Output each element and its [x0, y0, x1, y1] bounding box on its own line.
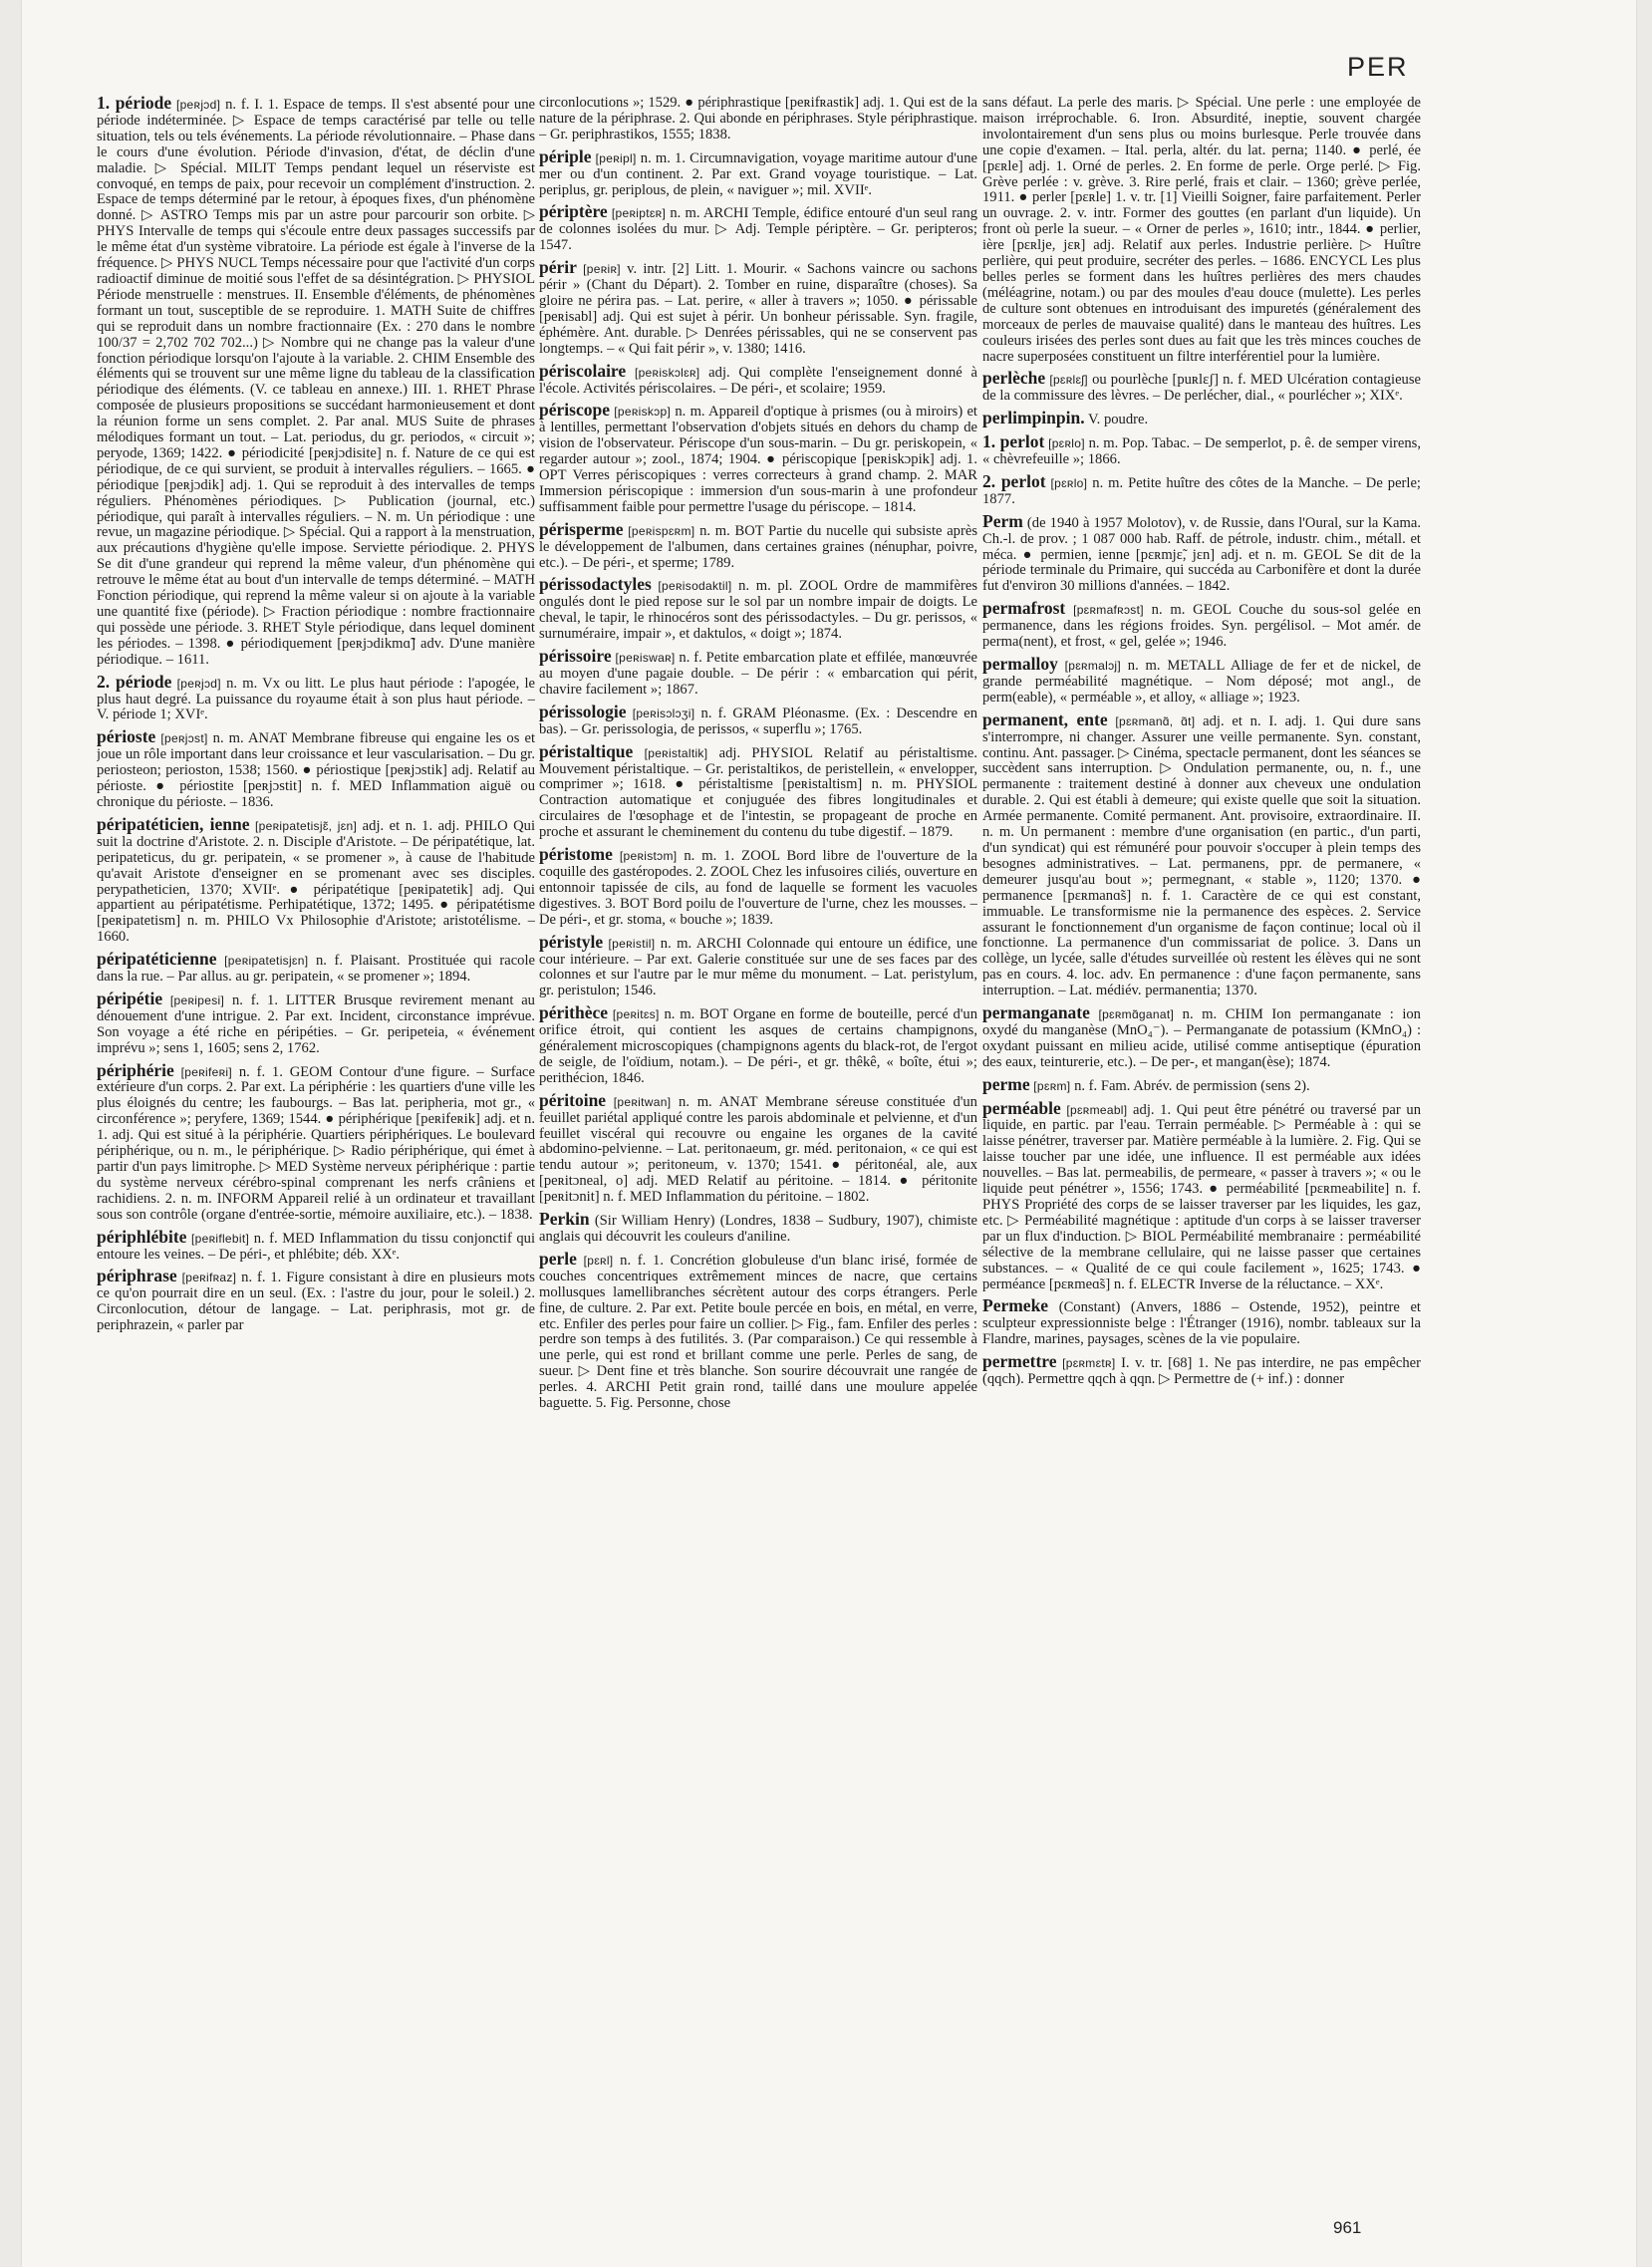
dictionary-entry: [539, 145, 977, 199]
dictionary-entry: [97, 671, 535, 724]
definition-text: n. m. 1. Circumnavigation, voyage maritime autour d'une mer ou d'un continent. 2. Par ext. Grand voyage touristique. – Lat. periplus, gr. periplous, de plein, « naviguer »; mil. XVIIᵉ.: [539, 149, 977, 198]
headword: permettre: [982, 1351, 1057, 1372]
definition-text: n. m. BOT Organe en forme de bouteille, percé d'un orifice étroit, qui contient les asques de certains champignons, généralement microscopiques (champignons agents du black-rot, de l'ergot de seigle, de l'oïdium, notam.). – De péri-, et gr. thêkê, « boîte, étui »; perithécion, 1846.: [539, 1006, 977, 1086]
definition-text: n. f. 1. Concrétion globuleuse d'un blanc irisé, formée de couches concentriques extrêmement minces de nacre, que certains mollusques lamellibranches sécrètent autour des corps étrangers. Perle fine, de culture. 2. Par ext. Petite boule percée en bois, en métal, en verre, etc. Enfiler des perles pour faire un collier. ▷ Fig., fam. Enfiler des perles : perdre son temps à des futilités. 3. (Par comparaison.) Ce qui ressemble à une perle, qui est rond et brillant comme une perle. Perles de sang, de sueur. ▷ Dent fine et très blanche. Son sourire découvrait une rangée de perles. 4. ARCHI Petit grain rond, taillé dans une moulure appelée baguette. 5. Fig. Personne, chose: [539, 1252, 977, 1412]
pronunciation: [pɛʀmɛtʀ]: [1062, 1356, 1116, 1371]
dictionary-entry: [982, 96, 1421, 365]
definition-text: sans défaut. La perle des maris. ▷ Spécial. Une perle : une employée de maison irréprochable. 6. Iron. Absurdité, ineptie, souvent chargée involontairement d'un sens plus ou moins burlesque. Perle trouvée dans une copie d'examen. – Ital. perla, altér. du lat. perna; 1140. ● perlé, ée [pɛʀle] adj. 1. Orné de perles. 2. En forme de perle. Orge perlé. ▷ Fig. Grève perlée : v. grève. 3. Rire perlé, frais et clair. – 1360; grève perlée, 1911. ● perler [pɛʀle] 1. v. tr. [1] Vieilli Soigner, faire parfaitement. Perler un ouvrage. 2. v. intr. Former des gouttes (en parlant d'un liquide). Un front où perle la sueur. – « Orner de perles », 1610; intr., 1844. ● perlier, ière [pɛʀlje, jɛʀ] adj. Relatif aux perles. Industrie perlière. ▷ Huître perlière, qui peut produire, secréter des perles. – 1686. ENCYCL Les plus belles perles se forment dans les huîtres perlières des mers chaudes (méléagrine, notam.) ou par des moules d'eau douce (mulette). Les perles de culture sont obtenues en introduisant des impuretés (généralement des morceaux de perles de mauvaise qualité) dans le manteau des huîtres. Les couleurs irisées des perles sont dues au fait que les très minces couches de nacre superposées constituent un filtre interférentiel pour la lumière.: [982, 96, 1421, 365]
headword: péristyle: [539, 931, 604, 952]
dictionary-entry: [982, 1295, 1421, 1348]
pronunciation: [peʀitwan]: [613, 1094, 672, 1109]
column-1: [97, 96, 535, 2208]
headword: péristaltique: [539, 740, 634, 761]
dictionary-entry: [539, 1089, 977, 1206]
pronunciation: [peʀipesi]: [169, 992, 225, 1007]
pronunciation: [peʀispɛʀm]: [628, 523, 695, 538]
dictionary-entry: [97, 1059, 535, 1224]
headword: Permeke: [982, 1295, 1049, 1316]
headword: Perm: [982, 510, 1023, 531]
dictionary-entry: [539, 740, 977, 841]
headword: permanganate: [982, 1002, 1090, 1023]
column-3: [982, 96, 1421, 2208]
pronunciation: [peʀisɔlɔʒi]: [632, 706, 695, 720]
dictionary-entry: [982, 1002, 1421, 1071]
headword: 1. période: [97, 96, 172, 113]
headword: périssodactyles: [539, 574, 652, 595]
dictionary-entry: [97, 1226, 535, 1264]
pronunciation: [pɛʀm]: [1033, 1078, 1071, 1093]
pronunciation: [pɛʀmalɔj]: [1064, 659, 1121, 673]
pronunciation: [peʀiʀ]: [583, 262, 621, 277]
definition-text: n. m. 1. ZOOL Bord libre de l'ouverture de la coquille des gastéropodes. 2. ZOOL Chez les infusoires ciliés, ouverture en entonnoir tapissée de cils, au fond de laquelle se forment les vacuoles digestives. 3. BOT Bord poilu de l'ouverture de l'urne, chez les mousses. – De péri-, et gr. stoma, « bouche »; 1839.: [539, 848, 977, 928]
definition-text: n. m. ANAT Membrane séreuse constituée d'un feuillet pariétal appliqué contre les parois abdominale et pelvienne, et d'un feuillet viscéral qui recouvre ou engaine les organes de la cavité abdomino-pelvienne. – Lat. peritonaeum, gr. méd. peritonaion, « ce qui est tendu autour »; peritoneum, v. 1370; 1541. ● péritonéal, ale, aux [peʀitɔneal, o] adj. MED Relatif au péritoine. – 1814. ● péritonite [peʀitɔnit] n. f. MED Inflammation du péritoine. – 1802.: [539, 1093, 977, 1206]
definition-text: circonlocutions »; 1529. ● périphrastique [peʀifʀastik] adj. 1. Qui est de la nature de la périphrase. 2. Qui abonde en périphrases. Style périphrastique. – Gr. periphrastikos, 1555; 1838.: [539, 96, 977, 142]
pronunciation: [peʀistaltik]: [644, 745, 708, 760]
definition-text: n. f. I. 1. Espace de temps. Il s'est absenté pour une période indéterminée. ▷ Espace de temps caractérisé par telle ou telle situation, tels ou tels événements. La période révolutionnaire. – Phase dans le cours d'une évolution. Période d'invasion, d'état, de déclin d'une maladie. ▷ Spécial. MILIT Temps pendant lequel un réserviste est convoqué, en temps de paix, pour recevoir un complément d'instruction. 2. Espace de temps déterminé par le retour, à époques fixes, d'un phénomène donné. ▷ ASTRO Temps mis par un astre pour parcourir son orbite. ▷ PHYS Intervalle de temps qui s'écoule entre deux passages successifs par le même état d'un système vibratoire. La période est égale à l'inverse de la fréquence. ▷ PHYS NUCL Temps nécessaire pour que l'activité d'un corps radioactif diminue de moitié sous l'effet de sa désintégration. ▷ PHYSIOL Période menstruelle : menstrues. II. Ensemble d'éléments, de phénomènes formant un tout, susceptible de se reproduire. 1. MATH Suite de chiffres qui se reproduit dans un nombre fractionnaire (Ex. : 270 dans le nombre 100/37 = 2,702 702 702...) ▷ Nombre qui ne change pas la valeur d'une fonction périodique lorsqu'on l'ajoute à la variable. 2. CHIM Ensemble des éléments qui se trouvent sur une même ligne du tableau de la classification périodique des éléments. (V. ce tableau en annexe.) III. 1. RHET Phrase composée de plusieurs propositions se succédant harmonieusement et dont la réunion forme un sens complet. 2. Par anal. MUS Suite de phrases mélodiques formant un tout. – Lat. periodus, du gr. periodos, « circuit »; peryode, 1369; 1422. ● périodicité [peʀjɔdisite] n. f. Nature de ce qui est périodique, de ce qui survient, se produit à intervalles réguliers. – 1665. ● périodique [peʀjɔdik] adj. 1. Qui se reproduit à des intervalles de temps réguliers. Phénomènes périodiques. ▷ Publication (journal, etc.) périodique, qui paraît à intervalles réguliers. – N. m. Un périodique : une revue, un magazine périodique. ▷ Spécial. Qui a rapport à la menstruation, aux précautions d'hygiène qu'elle impose. Serviette périodique. 2. PHYS Se dit d'une grandeur qui reprend la même valeur, d'un phénomène qui retrouve le même état au bout d'un intervalle de temps déterminé. – MATH Fonction périodique, qui reprend la même valeur si on ajoute à la variable une quantité fixe (période). ▷ Fraction périodique : nombre fractionnaire qui possède une période. 3. RHET Style périodique, dans lequel dominent les périodes. – 1398. ● périodiquement [peʀjɔdikmɑ̃] adv. D'une manière périodique. – 1611.: [97, 97, 535, 668]
headword: 1. perlot: [982, 431, 1045, 452]
headword: permanent, ente: [982, 708, 1108, 729]
pronunciation: [peʀistil]: [608, 936, 656, 951]
pronunciation: [peʀjɔd]: [176, 676, 221, 691]
definition-text: ou pourlèche [puʀlɛʃ] n. f. MED Ulcération contagieuse de la commissure des lèvres. – De perlécher, dial., « pourlécher »; XIXᵉ.: [982, 372, 1421, 405]
pronunciation: [peʀistɔm]: [619, 849, 678, 864]
definition-text: n. m. CHIM Ion permanganate : ion oxydé du manganèse (MnO₄⁻). – Permanganate de potassium (KMnO₄) : oxydant puissant en milieu acide, utilisé comme antiseptique (épuration des eaux, teinturerie, etc.). – De per-, et mangan(èse); 1874.: [982, 1006, 1421, 1070]
definition-text: n. m. pl. ZOOL Ordre de mammifères ongulés dont le pied repose sur le sol par un nombre impair de doigts. Le cheval, le tapir, le rhinocéros sont des périssodactyles. – Du gr. perissos, « surnuméraire, impair », et daktulos, « doigt »; 1874.: [539, 578, 977, 643]
headword: péristome: [539, 844, 613, 865]
definition-text: n. m. Vx ou litt. Le plus haut période : l'apogée, le plus haut degré. La puissance du royaume était à son plus haut période. – V. période 1; XVIᵉ.: [97, 675, 535, 723]
pronunciation: [pɛʀmanɑ̃, ɑ̃t]: [1115, 713, 1196, 728]
definition-text: n. m. BOT Partie du nucelle qui subsiste après le développement de l'albumen, dans certaines graines (nénuphar, poivre, etc.). – De péri-, et sperme; 1789.: [539, 522, 977, 571]
pronunciation: [peʀipatetisjɛn]: [224, 954, 309, 969]
pronunciation: [pɛʀmɑ̃ganat]: [1098, 1007, 1175, 1022]
definition-text: n. f. 1. Figure consistant à dire en plusieurs mots ce qu'on pourrait dire en un seul. (Ex. : l'astre du jour, pour le soleil.) 2. Circonlocution, détour de langage. – Lat. periphrasis, mot gr. de periphrazein, « parler par: [97, 1270, 535, 1334]
definition-text: adj. et n. I. adj. 1. Qui dure sans s'interrompre, ni changer. Assurer une veille permanente. Syn. constant, continu. Ant. passager. ▷ Cinéma, spectacle permanent, dont les séances se succèdent sans interruption. ▷ Ondulation permanente, ou, n. f., une permanente : traitement destiné à donner aux cheveux une ondulation durable. 2. Qui est établi à demeure; qui existe quelle que soit la situation. Armée permanente. Comité permanent. Ant. provisoire, extraordinaire. II. n. m. Un permanent : membre d'une organisation (en partic., d'un parti, d'un syndicat) qui est rémunéré pour pouvoir s'occuper à plein temps des besognes administratives. – Lat. permanens, ppr. de permanere, « demeurer jusqu'au bout »; permegnant, « stable », 1120; 1370. ● permanence [pɛʀmanɑ̃s] n. f. 1. Caractère de ce qui est constant, immuable. Le transformisme nie la permanence des espèces. 2. Service assurant le fonctionnement d'un organisme de façon continue; local où il fonctionne. La permanence d'un commissariat de police. 3. Dans un collège, un lycée, salle d'études surveillée où restent les élèves qui ne sont pas en cours. 4. loc. adv. En permanence : d'une façon permanente, sans interruption. – Lat. médiév. permanentia; 1370.: [982, 712, 1421, 999]
definition-text: n. f. GRAM Pléonasme. (Ex. : Descendre en bas). – Gr. perissologia, de perissos, « superflu »; 1765.: [539, 705, 977, 737]
dictionary-entry: [982, 708, 1421, 999]
column-2: [539, 96, 977, 2208]
headword: 2. perlot: [982, 470, 1046, 491]
definition-text: n. m. Appareil d'optique à prismes (ou à miroirs) et à lentilles, permettant l'observation d'objets situés en dehors du champ de vision de l'observateur. Périscope d'un sous-marin. – Du gr. periskopein, « regarder autour »; zool., 1874; 1904. ● périscopique [peʀiskɔpik] adj. 1. OPT Verres périscopiques : verres correcteurs à grand champ. 2. MAR Immersion périscopique : immersion d'un sous-marin à une profondeur suffisamment faible pour permettre l'usage du périscope. – 1814.: [539, 404, 977, 515]
definition-text: n. m. Pop. Tabac. – De semperlot, p. ê. de semper virens, « chèvrefeuille »; 1866.: [982, 435, 1421, 468]
headword: périssologie: [539, 701, 627, 721]
pronunciation: [pɛʀlɛʃ]: [1049, 373, 1088, 388]
headword: péripétie: [97, 988, 163, 1008]
dictionary-entry: [539, 574, 977, 643]
definition-text: I. v. tr. [68] 1. Ne pas interdire, ne pas empêcher (qqch). Permettre qqch à qqn. ▷ Permettre de (+ inf.) : donner: [982, 1355, 1421, 1388]
dictionary-entry: [982, 431, 1421, 468]
headword: permalloy: [982, 654, 1058, 674]
pronunciation: [peʀipl]: [595, 150, 637, 165]
dictionary-entry: [97, 726, 535, 811]
definition-text: (de 1940 à 1957 Molotov), v. de Russie, dans l'Oural, sur la Kama. Ch.-l. de prov. ; 1 087 000 hab. Raff. de pétrole, industr. chim., métall. et méca. ● permien, ienne [pɛʀmjɛ̃, jɛn] adj. et n. m. GEOL Se dit de la période terminale du Primaire, qui succéda au Carbonifère et dont la durée fut d'environ 30 millions d'années. – 1842.: [982, 514, 1421, 595]
pronunciation: [pɛʀlo]: [1048, 436, 1085, 451]
headword: Perkin: [539, 1209, 590, 1230]
pronunciation: [peʀiflebit]: [190, 1231, 250, 1246]
definition-text: n. f. Petite embarcation plate et effilée, manœuvrée au moyen d'une pagaie double. – De périr : « embarcation qui périt, chavire facilement »; 1867.: [539, 650, 977, 698]
dictionary-entry: [97, 96, 535, 669]
headword: périphérie: [97, 1059, 174, 1080]
definition-text: v. intr. [2] Litt. 1. Mourir. « Sachons vaincre ou sachons périr » (Chant du Départ). 2. Tomber en ruine, disparaître (choses). Sa gloire ne périra pas. – Lat. perire, « aller à travers »; 1050. ● périssable [peʀisabl] adj. Qui est sujet à périr. Un bonheur périssable. Syn. fragile, éphémère. Ant. durable. ▷ Denrées périssables, qui ne se conservent pas longtemps. – « Qui fait périr », v. 1380; 1416.: [539, 261, 977, 357]
running-head: PER: [1347, 52, 1409, 82]
dictionary-entry: [982, 470, 1421, 508]
pronunciation: [peʀjɔd]: [175, 98, 221, 112]
headword: péripatéticienne: [97, 949, 217, 970]
headword: périsperme: [539, 518, 624, 539]
dictionary-entry: [982, 1073, 1421, 1095]
headword: périoste: [97, 726, 156, 747]
definition-text: n. m. ARCHI Temple, édifice entouré d'un seul rang de colonnes isolées du mur. ▷ Adj. Temple périptère. – Gr. peripteros; 1547.: [539, 205, 977, 254]
definition-text: n. f. MED Inflammation du tissu conjonctif qui entoure les veines. – De péri-, et phlébite; déb. XXᵉ.: [97, 1230, 535, 1263]
definition-text: n. f. 1. GEOM Contour d'une figure. – Surface extérieure d'un corps. 2. Par ext. La périphérie : les quartiers d'une ville les plus éloignés du centre; les faubourgs. – Bas lat. peripheria, mot gr., « circonférence »; peryfere, 1369; 1544. ● périphérique [peʀifeʀik] adj. et n. 1. adj. Qui est situé à la périphérie. Quartiers périphériques. Le boulevard périphérique, ou n. m., le périphérique. ▷ Radio périphérique, qui émet à partir d'un pays limitrophe. ▷ MED Système nerveux périphérique : partie du système nerveux cérébro-spinal comprenant les nerfs crâniens et rachidiens. 2. n. m. INFORM Appareil relié à un ordinateur et travaillant sous son contrôle (organe d'entrée-sortie, mémoire auxiliaire, etc.). – 1838.: [97, 1063, 535, 1223]
headword: périple: [539, 145, 592, 166]
definition-text: n. f. 1. LITTER Brusque revirement menant au dénouement d'une intrigue. 2. Par ext. Incident, circonstance imprévue. Son voyage a été riche en péripéties. – Gr. peripeteia, « événement imprévu »; sens 1, 1605; sens 2, 1762.: [97, 992, 535, 1056]
dictionary-entry: [539, 201, 977, 254]
headword: périphlébite: [97, 1226, 187, 1247]
dictionary-entry: [982, 408, 1421, 428]
dictionary-entry: [97, 988, 535, 1057]
headword: périphrase: [97, 1266, 177, 1286]
dictionary-entry: [982, 368, 1421, 405]
headword: périscolaire: [539, 360, 627, 381]
dictionary-entry: [982, 1351, 1421, 1388]
headword: péritoine: [539, 1089, 607, 1110]
headword: périscope: [539, 400, 610, 421]
definition-text: V. poudre.: [1088, 412, 1149, 428]
headword: perle: [539, 1248, 577, 1269]
definition-text: n. m. Petite huître des côtes de la Manche. – De perle; 1877.: [982, 474, 1421, 507]
pronunciation: [peʀipatetisjɛ̃, jɛn]: [255, 818, 358, 833]
dictionary-entry: [539, 1002, 977, 1087]
definition-text: n. m. GEOL Couche du sous-sol gelée en permanence, dans les régions froides. Syn. pergélisol. – Mot amér. de perma(nent), et frost, « gel, gelée »; 1946.: [982, 602, 1421, 651]
dictionary-entry: [539, 400, 977, 515]
dictionary-entry: [539, 96, 977, 143]
headword: péripatéticien, ienne: [97, 813, 250, 834]
headword: permafrost: [982, 598, 1066, 619]
definition-text: adj. et n. 1. adj. PHILO Qui suit la doctrine d'Aristote. 2. n. Disciple d'Aristote. – De péripatétique, lat. peripateticus, du gr. peripatein, « se promener », à cause de l'habitude qu'avait Aristote d'enseigner en se promenant avec ses disciples. perypatheticien, 1370; XVIIᵉ. ● péripatétique [peʀipatetik] adj. Qui appartient au péripatétisme. Perhipatétique, 1372; 1495. ● péripatétisme [peʀipatetism] n. m. PHILO Vx Philosophie d'Aristote; aristotélisme. – 1660.: [97, 817, 535, 946]
definition-text: (Sir William Henry) (Londres, 1838 – Sudbury, 1907), chimiste anglais qui découvrit les couleurs d'aniline.: [539, 1213, 977, 1245]
pronunciation: [pɛʀlo]: [1050, 475, 1088, 490]
dictionary-entry: [539, 844, 977, 929]
dictionary-entry: [539, 1248, 977, 1412]
pronunciation: [peʀisodaktil]: [658, 579, 732, 594]
pronunciation: [pɛʀmafʀɔst]: [1073, 603, 1144, 618]
headword: périthèce: [539, 1002, 608, 1023]
dictionary-entry: [982, 1097, 1421, 1293]
definition-text: n. m. ARCHI Colonnade qui entoure un édifice, une cour intérieure. – Par ext. Galerie constituée sur une de ses faces par des colonnes et sur l'autre par le mur même du monument. – Lat. peristylum, gr. peristulon; 1546.: [539, 935, 977, 999]
pronunciation: [peʀiskɔlɛʀ]: [634, 365, 700, 380]
pronunciation: [pɛʀmeabl]: [1066, 1102, 1128, 1117]
definition-text: n. m. ANAT Membrane fibreuse qui engaine les os et joue un rôle important dans leur croissance et leur vascularisation. – Du gr. periosteon; perioston, 1538; 1560. ● périostique [peʀjɔstik] adj. Relatif au périoste. ● périostite [peʀjɔstit] n. f. MED Inflammation aiguë ou chronique du périoste. – 1836.: [97, 730, 535, 810]
dictionary-entry: [539, 257, 977, 357]
dictionary-entry: [539, 1209, 977, 1246]
definition-text: (Constant) (Anvers, 1886 – Ostende, 1952), peintre et sculpteur expressionniste belge : l'Étranger (1916), nombr. tableaux sur la Flandre, marines, paysages, scènes de la vie populaire.: [982, 1299, 1421, 1348]
definition-text: adj. Qui complète l'enseignement donné à l'école. Activités périscolaires. – De péri-, et scolaire; 1959.: [539, 364, 977, 397]
dictionary-page: [22, 0, 1636, 2267]
pronunciation: [peʀiskɔp]: [614, 405, 672, 420]
definition-text: adj. PHYSIOL Relatif au péristaltisme. Mouvement péristaltique. – Gr. peristaltikos, de peristellein, « envelopper, comprimer »; 1618. ● péristaltisme [peʀistaltism] n. m. PHYSIOL Contraction automatique et conjuguée des fibres longitudinales et circulaires de l'œsophage et de l'intestin, se propageant de proche en proche et assurant le cheminement du contenu du tube digestif. – 1879.: [539, 744, 977, 841]
definition-text: n. f. Plaisant. Prostituée qui racole dans la rue. – Par allus. au gr. peripatein, « se promener »; 1894.: [97, 953, 535, 986]
headword: périr: [539, 257, 577, 278]
pronunciation: [peʀifeʀi]: [180, 1064, 232, 1079]
definition-text: n. f. Fam. Abrév. de permission (sens 2).: [1074, 1077, 1310, 1094]
definition-text: n. m. METALL Alliage de fer et de nickel, de grande perméabilité magnétique. – Nom déposé; mot angl., de perm(eable), « perméable », et alloy, « alliage »; 1923.: [982, 658, 1421, 706]
pronunciation: [peʀifʀaz]: [181, 1271, 237, 1285]
headword: périssoire: [539, 646, 612, 667]
dictionary-entry: [97, 1266, 535, 1334]
headword: perme: [982, 1073, 1030, 1094]
dictionary-entry: [539, 646, 977, 699]
dictionary-entry: [97, 949, 535, 986]
dictionary-entry: [539, 518, 977, 572]
headword: perlèche: [982, 368, 1046, 389]
headword: périptère: [539, 201, 608, 222]
dictionary-entry: [539, 931, 977, 1000]
definition-text: adj. 1. Qui peut être pénétré ou traversé par un liquide, en partic. par l'eau. Terrain perméable. ▷ Perméable à : qui se laisse pénétrer, traverser par. Matière perméable à la lumière. 2. Fig. Qui se laisse toucher par une idée, une influence. Il est perméable aux idées nouvelles. – Bas lat. permeabilis, de permeare, « passer à travers »; « ou le liquide peut pénétrer », 1556; 1743. ● perméabilité [pɛʀmeabilite] n. f. PHYS Propriété des corps de se laisser traverser par les liquides, les gaz, etc. ▷ Perméabilité magnétique : aptitude d'un corps à se laisser traverser par un flux d'induction. ▷ BIOL Perméabilité membranaire : perméabilité sélective de la membrane cellulaire, qui ne laisse passer que certaines substances. – « Qualité de ce qui coule facilement », 1625; 1743. ● perméance [pɛʀmeɑ̃s] n. f. ELECTR Inverse de la réluctance. – XXᵉ.: [982, 1101, 1421, 1292]
pronunciation: [pɛʀl]: [583, 1253, 614, 1268]
dictionary-entry: [982, 598, 1421, 651]
dictionary-entry: [982, 510, 1421, 596]
headword: perlimpinpin.: [982, 408, 1085, 428]
dictionary-entry: [982, 654, 1421, 707]
pronunciation: [peʀjɔst]: [160, 731, 208, 746]
headword: perméable: [982, 1097, 1061, 1118]
headword: 2. période: [97, 671, 172, 692]
pronunciation: [peʀitɛs]: [612, 1007, 660, 1022]
dictionary-entry: [97, 813, 535, 946]
dictionary-entry: [539, 360, 977, 398]
pronunciation: [peʀiptɛʀ]: [611, 206, 667, 221]
pronunciation: [peʀiswaʀ]: [615, 651, 676, 666]
page-number: 961: [1333, 2218, 1362, 2237]
dictionary-entry: [539, 701, 977, 738]
